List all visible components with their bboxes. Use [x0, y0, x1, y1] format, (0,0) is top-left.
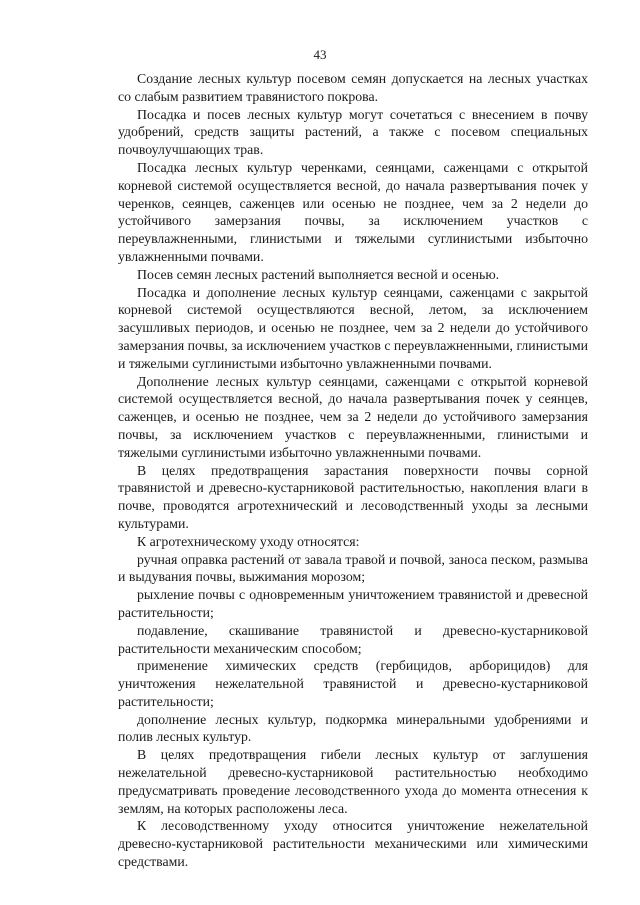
paragraph-5: Посадка и дополнение лесных культур сеянцами, саженцами с закрытой корневой системой осуществляются весной, летом, за исключением засушливых периодов, и осенью не позднее, чем за 2 недели до устойчивого замерзания почвы, за исключением участков с переувлажненными, глинистыми и тяжелыми суглинистыми избыточно увлажненными почвами.	[118, 284, 588, 371]
paragraph-8: К агротехническому уходу относятся:	[137, 533, 360, 549]
paragraph-7: В целях предотвращения зарастания поверхности почвы сорной травянистой и древесно-кустарниковой растительностью, накопления влаги в почве, проводятся агротехнический и лесоводственный уходы за лесными культурами.	[118, 462, 588, 531]
page-number: 43	[313, 47, 327, 62]
list-item-1: ручная оправка растений от завала травой и почвой, заноса песком, размыва и выдувания почвы, выжимания морозом;	[118, 551, 588, 585]
paragraph-2: Посадка и посев лесных культур могут сочетаться с внесением в почву удобрений, средств защиты растений, а также с посевом специальных почвоулучшающих трав.	[118, 106, 588, 158]
list-item-3: подавление, скашивание травянистой и древесно-кустарниковой растительности механическим способом;	[118, 622, 588, 656]
paragraph-4: Посев семян лесных растений выполняется весной и осенью.	[137, 266, 500, 282]
list-item-2: рыхление почвы с одновременным уничтожением травянистой и древесной растительности;	[118, 587, 588, 620]
paragraph-3: Посадка лесных культур черенками, сеянцами, саженцами с открытой корневой системой осуществляется весной, до начала развертывания почек у черенков, сеянцев, саженцев или осенью не позднее, чем за 2 недели до устойчивого замерзания почвы, за исключением участков с переувлажненными, глинистыми и тяжелыми суглинистыми избыточно увлажненными почвами.	[118, 159, 588, 264]
document-body	[118, 70, 588, 871]
paragraph-10: К лесоводственному уходу относится уничтожение нежелательной древесно-кустарниковой растительности механическими или химическими средствами.	[118, 818, 588, 870]
list-item-4: применение химических средств (гербицидов, арборицидов) для уничтожения нежелательной травянистой и древесно-кустарниковой растительности;	[118, 658, 588, 709]
paragraph-9: В целях предотвращения гибели лесных культур от заглушения нежелательной древесно-кустарниковой растительностью необходимо предусматривать проведение лесоводственного ухода до момента отнесения к землям, на которых расположены леса.	[118, 747, 588, 816]
list-item-5: дополнение лесных культур, подкормка минеральными удобрениями и полив лесных культур.	[118, 711, 588, 745]
paragraph-1: Создание лесных культур посевом семян допускается на лесных участках со слабым развитием травянистого покрова.	[118, 71, 588, 104]
paragraph-6: Дополнение лесных культур сеянцами, саженцами с открытой корневой системой осуществляется весной, до начала развертывания почек у сеянцев, саженцев, и осенью не позднее, чем за 2 недели до устойчивого замерзания почвы, за исключением участков с переувлажненными, глинистыми и тяжелыми суглинистыми избыточно увлажненными почвами.	[118, 373, 588, 460]
